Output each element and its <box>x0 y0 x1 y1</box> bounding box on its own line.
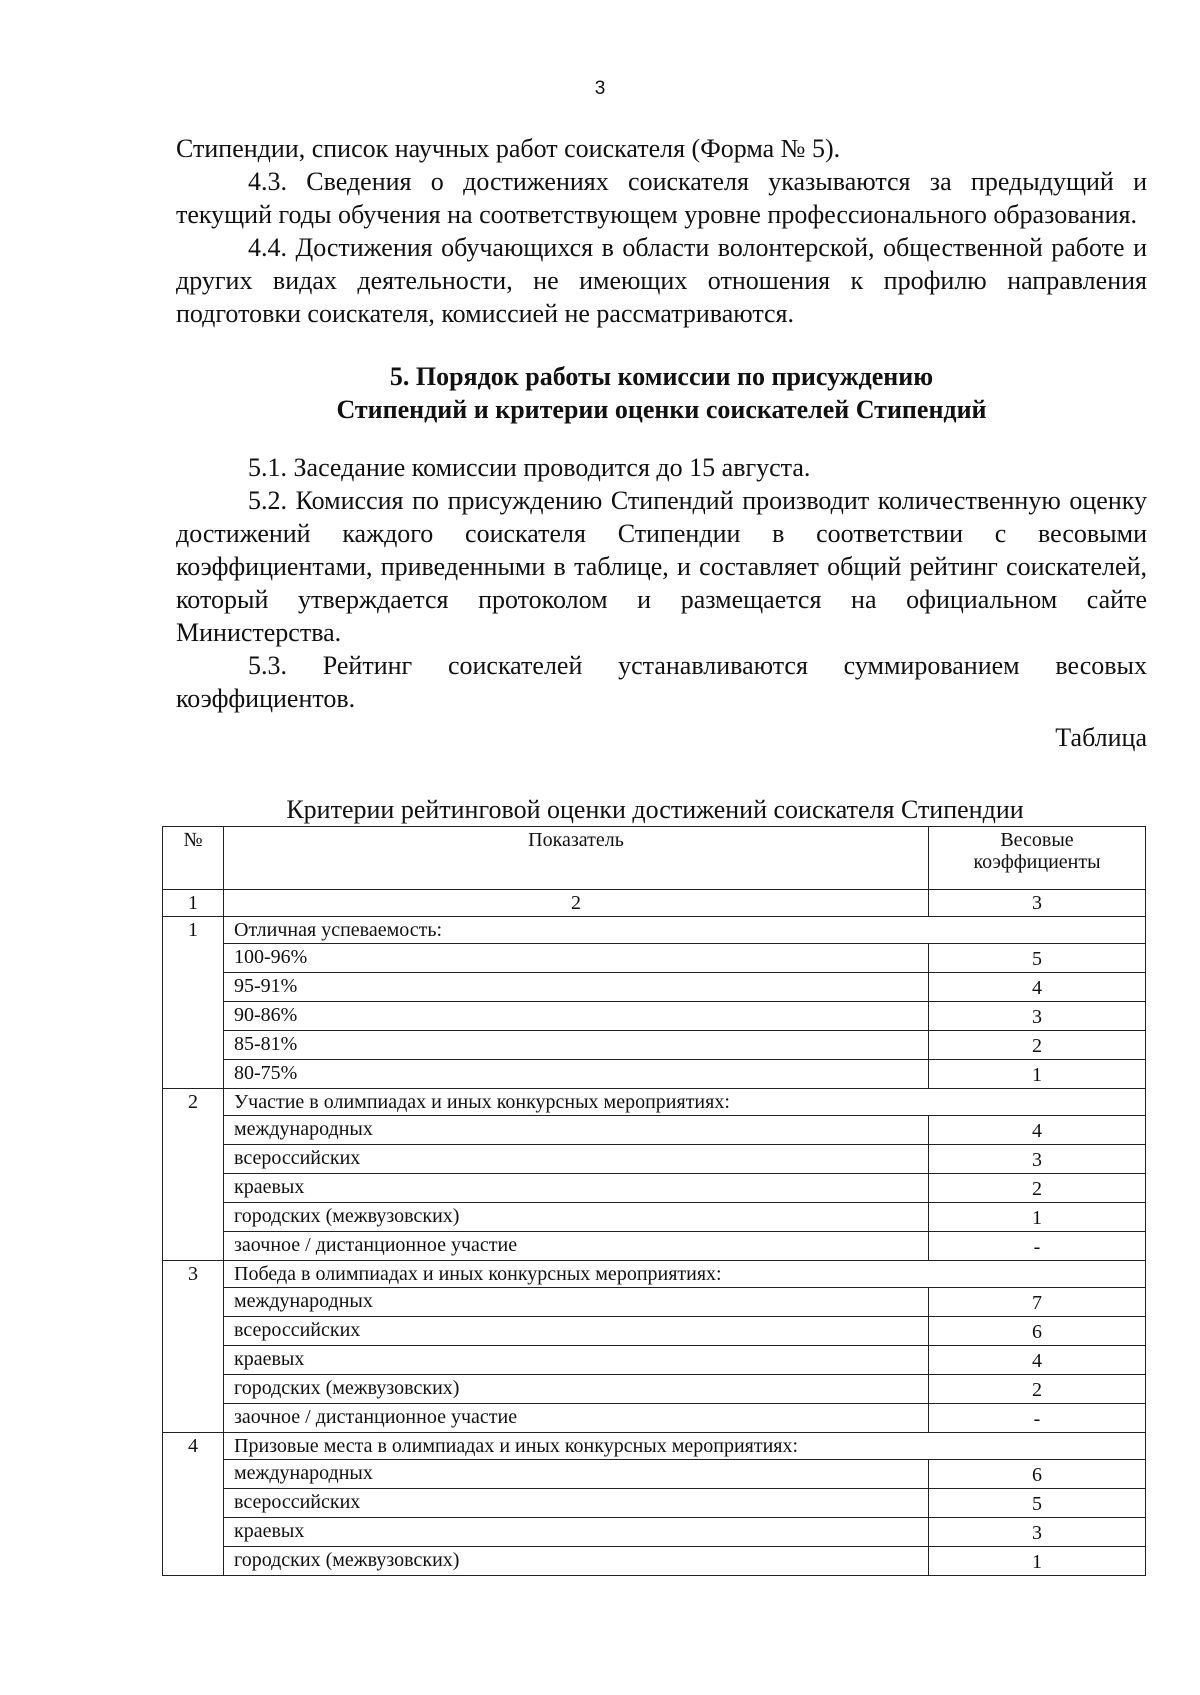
group-number: 4 <box>163 1433 224 1576</box>
row-weight: 6 <box>929 1317 1146 1346</box>
row-weight: 3 <box>929 1002 1146 1031</box>
table-row <box>163 1489 1146 1518</box>
table-row <box>163 1460 1146 1489</box>
table-group-row <box>163 917 1146 944</box>
row-label: всероссийских <box>224 1317 929 1346</box>
paragraph: 5.2. Комиссия по присуждению Стипендий производит количественную оценку достижений каждого соискателя Стипендии в соответствии с весовыми коэффициентами, приведенными в таблице, и составляет общий рейтинг соискателей, который утверждается протоколом и размещается на официальном сайте Министерства. <box>176 486 1147 647</box>
column-number: 3 <box>929 890 1146 917</box>
row-weight: 3 <box>929 1145 1146 1174</box>
group-title: Призовые места в олимпиадах и иных конкурсных мероприятиях: <box>224 1433 1146 1460</box>
table-row <box>163 1031 1146 1060</box>
table-row <box>163 973 1146 1002</box>
criteria-table <box>162 826 1146 1576</box>
paragraph: 5.1. Заседание комиссии проводится до 15 августа. <box>248 453 811 482</box>
table-row <box>163 1317 1146 1346</box>
row-weight: 1 <box>929 1203 1146 1232</box>
group-number: 3 <box>163 1261 224 1433</box>
table-row <box>163 1547 1146 1576</box>
row-weight: - <box>929 1232 1146 1261</box>
row-label: краевых <box>224 1518 929 1547</box>
group-number: 1 <box>163 917 224 1089</box>
table-row <box>163 1116 1146 1145</box>
header-indicator: Показатель <box>224 827 929 890</box>
section-heading <box>176 360 1147 426</box>
row-label: 85-81% <box>224 1031 929 1060</box>
paragraph: Стипендии, список научных работ соискателя (Форма № 5). <box>176 134 841 163</box>
row-weight: 4 <box>929 973 1146 1002</box>
table-row <box>163 1375 1146 1404</box>
table-group-row <box>163 1433 1146 1460</box>
row-label: городских (межвузовских) <box>224 1547 929 1576</box>
column-number-row <box>163 890 1146 917</box>
row-weight: 5 <box>929 944 1146 973</box>
group-title: Участие в олимпиадах и иных конкурсных мероприятиях: <box>224 1089 1146 1116</box>
row-label: всероссийских <box>224 1489 929 1518</box>
row-weight: 1 <box>929 1060 1146 1089</box>
row-label: международных <box>224 1460 929 1489</box>
header-num: № <box>163 827 224 890</box>
table-row <box>163 1174 1146 1203</box>
row-weight: - <box>929 1404 1146 1433</box>
table-caption: Критерии рейтинговой оценки достижений соискателя Стипендии <box>286 795 1024 824</box>
row-weight: 1 <box>929 1547 1146 1576</box>
row-label: международных <box>224 1116 929 1145</box>
document-body <box>176 132 1147 754</box>
column-number: 1 <box>163 890 224 917</box>
page-number: 3 <box>594 78 606 99</box>
table-row <box>163 1060 1146 1089</box>
paragraph: 4.4. Достижения обучающихся в области волонтерской, общественной работе и других видах деятельности, не имеющих отношения к профилю направления подготовки соискателя, комиссией не рассматриваются. <box>176 233 1147 328</box>
row-label: 95-91% <box>224 973 929 1002</box>
row-label: 100-96% <box>224 944 929 973</box>
paragraph: 4.3. Сведения о достижениях соискателя указываются за предыдущий и текущий годы обучения на соответствующем уровне профессионального образования. <box>176 167 1147 229</box>
row-weight: 5 <box>929 1489 1146 1518</box>
row-label: заочное / дистанционное участие <box>224 1404 929 1433</box>
row-label: 90-86% <box>224 1002 929 1031</box>
table-row <box>163 1288 1146 1317</box>
table-row <box>163 1203 1146 1232</box>
row-weight: 2 <box>929 1031 1146 1060</box>
table-group-row <box>163 1261 1146 1288</box>
group-title: Победа в олимпиадах и иных конкурсных мероприятиях: <box>224 1261 1146 1288</box>
row-label: 80-75% <box>224 1060 929 1089</box>
row-weight: 2 <box>929 1174 1146 1203</box>
paragraph: 5.3. Рейтинг соискателей устанавливаются суммированием весовых коэффициентов. <box>176 651 1147 713</box>
table-row <box>163 1404 1146 1433</box>
table-group-row <box>163 1089 1146 1116</box>
row-weight: 4 <box>929 1116 1146 1145</box>
row-weight: 4 <box>929 1346 1146 1375</box>
table-row <box>163 1518 1146 1547</box>
group-number: 2 <box>163 1089 224 1261</box>
group-title: Отличная успеваемость: <box>224 917 1146 944</box>
table-row <box>163 1232 1146 1261</box>
row-label: городских (межвузовских) <box>224 1203 929 1232</box>
row-label: краевых <box>224 1174 929 1203</box>
row-weight: 7 <box>929 1288 1146 1317</box>
section-heading-line: Стипендий и критерии оценки соискателей Стипендий <box>336 395 987 424</box>
table-header-row <box>163 827 1146 890</box>
row-label: краевых <box>224 1346 929 1375</box>
section-heading-line: 5. Порядок работы комиссии по присуждению <box>389 362 934 391</box>
row-label: международных <box>224 1288 929 1317</box>
row-label: всероссийских <box>224 1145 929 1174</box>
row-label: заочное / дистанционное участие <box>224 1232 929 1261</box>
table-row <box>163 1346 1146 1375</box>
row-weight: 3 <box>929 1518 1146 1547</box>
column-number: 2 <box>224 890 929 917</box>
row-weight: 2 <box>929 1375 1146 1404</box>
header-weight: Весовые коэффициенты <box>929 827 1146 890</box>
table-row <box>163 1002 1146 1031</box>
row-weight: 6 <box>929 1460 1146 1489</box>
row-label: городских (межвузовских) <box>224 1375 929 1404</box>
table-label: Таблица <box>1055 723 1147 752</box>
table-row <box>163 1145 1146 1174</box>
table-row <box>163 944 1146 973</box>
